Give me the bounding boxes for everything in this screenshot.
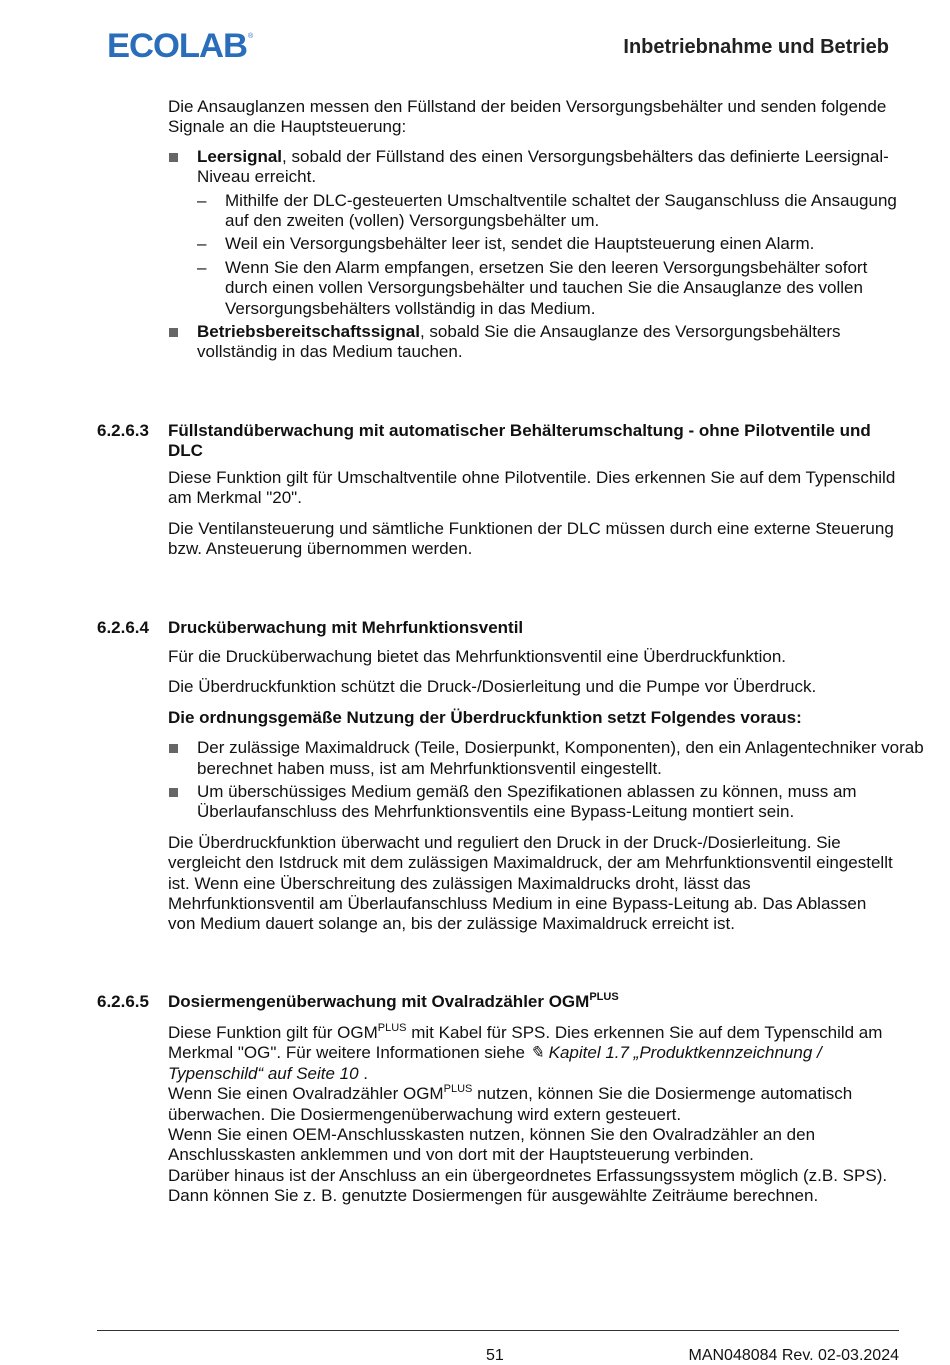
dash-item — [168, 234, 898, 254]
dash-item — [168, 258, 898, 319]
dash-text: Wenn Sie den Alarm empfangen, ersetzen Sie den leeren Versorgungsbehälter sofort durch einen vollen Versorgungsbehälter und tauchen Sie die Ansauglanze des vollen Versorgungsbehälters vollständig in das Medium. — [225, 257, 868, 318]
document-number: MAN048084 Rev. 02-03.2024 — [688, 1347, 899, 1364]
text: . — [358, 1063, 369, 1083]
section-title-text: Dosiermengenüberwachung mit Ovalradzähler OGM — [168, 992, 590, 1011]
text: Diese Funktion gilt für OGM — [168, 1023, 378, 1042]
svg-text:®: ® — [248, 33, 254, 40]
text: mit Kabel für SPS. Dies erkennen Sie auf dem Typenschild am Merkmal "OG". Für weitere Informationen siehe — [168, 1023, 883, 1063]
bold-heading: Die ordnungsgemäße Nutzung der Überdruckfunktion setzt Folgendes voraus: — [168, 707, 802, 727]
paragraph: Wenn Sie einen OEM-Anschlusskasten nutzen, können Sie den Ovalradzähler an den Anschlusskasten anklemmen und von dort mit der Hauptsteuerung verbinden. — [168, 1125, 816, 1165]
pencil-icon: ✎ — [529, 1043, 544, 1063]
paragraph: Die Überdruckfunktion überwacht und reguliert den Druck in der Druck-/Dosierleitung. Sie vergleicht den Istdruck mit dem zulässigen Maximaldruck, der am Mehrfunktionsventil eingestellt ist. Wenn eine Überschreitung des zulässigen Maximaldrucks droht, lässt das Mehrfunktionsventil am Überlaufanschluss Medium in eine Bypass-Leitung ab. Das Ablassen von Medium dauert solange an, bis der zulässige Maximaldruck erreicht ist. — [168, 832, 893, 934]
section-title — [168, 992, 898, 1012]
bullet-leersignal — [168, 147, 898, 188]
intro-paragraph: Die Ansauglanzen messen den Füllstand der beiden Versorgungsbehälter und senden folgende Signale an die Hauptsteuerung: — [168, 97, 887, 137]
page-number: 51 — [486, 1347, 504, 1364]
paragraph: Die Überdruckfunktion schützt die Druck-/Dosierleitung und die Pumpe vor Überdruck. — [168, 677, 817, 697]
dash-text: Mithilfe der DLC-gesteuerten Umschaltventile schaltet der Sauganschluss die Ansaugung auf den zweiten (vollen) Versorgungsbehälter um. — [225, 190, 897, 231]
paragraph — [168, 1084, 898, 1125]
bullet-betriebsbereitschaft — [168, 322, 898, 363]
text: Wenn Sie einen Ovalradzähler OGM — [168, 1084, 444, 1104]
section-5-body — [168, 1023, 898, 1207]
bullet-text: , sobald der Füllstand des einen Versorgungsbehälters das definierte Leersignal-Niveau erreicht. — [197, 146, 889, 187]
section-3-body — [168, 468, 898, 560]
paragraph: Für die Drucküberwachung bietet das Mehrfunktionsventil eine Überdruckfunktion. — [168, 647, 786, 666]
page-header-title: Inbetriebnahme und Betrieb — [623, 36, 889, 58]
ecolab-logo — [107, 28, 255, 62]
superscript-plus: PLUS — [589, 991, 619, 1003]
section-number: 6.2.6.4 — [97, 618, 149, 637]
dash-mark: – — [197, 234, 207, 254]
section-4-body — [168, 647, 924, 935]
bullet-item: Der zulässige Maximaldruck (Teile, Dosierpunkt, Komponenten), den ein Anlagentechniker vorab berechnet haben muss, ist am Mehrfunktionsventil eingestellt. — [168, 738, 925, 779]
section-number: 6.2.6.5 — [97, 992, 149, 1011]
paragraph: Diese Funktion gilt für Umschaltventile ohne Pilotventile. Dies erkennen Sie auf dem Typenschild am Merkmal "20". — [168, 468, 896, 508]
section-number: 6.2.6.3 — [97, 421, 149, 440]
dash-mark: – — [197, 190, 207, 210]
section-title: Füllstandüberwachung mit automatischer Behälterumschaltung - ohne Pilotventile und DLC — [168, 421, 871, 460]
dash-item — [168, 191, 898, 232]
xref-text: Kapitel 1.7 „Produktkennzeichnung / Typenschild“ auf Seite 10 — [168, 1043, 822, 1083]
bullet-item: Um überschüssiges Medium gemäß den Spezifikationen ablassen zu können, muss am Überlaufanschluss des Mehrfunktionsventils eine Bypass-Leitung montiert sein. — [168, 782, 898, 823]
intro-block — [168, 97, 898, 363]
text: nutzen, können Sie die Dosiermenge automatisch überwachen. Die Dosiermengenüberwachung wird extern gesteuert. — [168, 1084, 853, 1124]
superscript-plus: PLUS — [377, 1022, 407, 1034]
footer-divider — [97, 1330, 899, 1331]
bullet-text: , sobald Sie die Ansauglanze des Versorgungsbehälters vollständig in das Medium tauchen. — [197, 322, 841, 362]
bullet-bold-term: Leersignal — [197, 146, 283, 166]
bullet-bold-term: Betriebsbereitschaftssignal — [197, 322, 420, 342]
superscript-plus: PLUS — [443, 1083, 473, 1096]
paragraph: Die Ventilansteuerung und sämtliche Funktionen der DLC müssen durch eine externe Steuerung bzw. Ansteuerung übernommen werden. — [168, 518, 894, 559]
dash-mark: – — [197, 257, 207, 277]
paragraph — [168, 1023, 898, 1084]
dash-text: Weil ein Versorgungsbehälter leer ist, sendet die Hauptsteuerung einen Alarm. — [225, 234, 815, 254]
svg-text:ECOLAB: ECOLAB — [107, 28, 248, 62]
section-title: Drucküberwachung mit Mehrfunktionsventil — [168, 618, 524, 637]
paragraph: Darüber hinaus ist der Anschluss an ein übergeordnetes Erfassungssystem möglich (z.B. SPS). Dann können Sie z. B. genutzte Dosiermengen für ausgewählte Zeiträume berechnen. — [168, 1165, 888, 1206]
